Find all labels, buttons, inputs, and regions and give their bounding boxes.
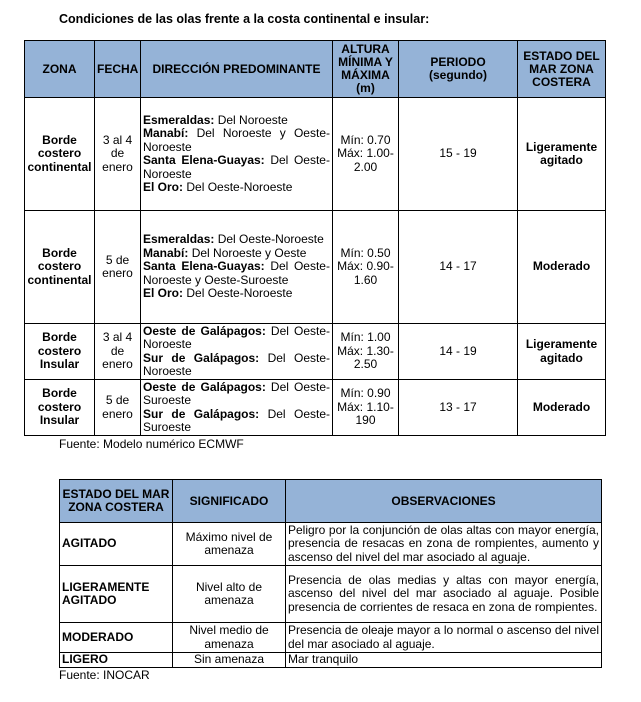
zona-cell: Borde costero continental xyxy=(25,211,95,324)
significado-cell: Nivel alto de amenaza xyxy=(173,566,286,623)
header-significado: SIGNIFICADO xyxy=(173,480,286,523)
direction-entry xyxy=(143,408,330,435)
direction-text: Del Noroeste xyxy=(217,112,288,127)
observaciones-cell: Peligro por la conjunción de olas altas con mayor energía, presencia de resacas en zona de rompientes, aumento y ascenso del nivel del mar asociado al aguaje. xyxy=(286,523,602,566)
place-name: El Oro: xyxy=(143,286,184,301)
significado-cell: Máximo nivel de amenaza xyxy=(173,523,286,566)
periodo-cell: 14 - 17 xyxy=(399,211,518,324)
place-name: Manabí: xyxy=(143,245,189,260)
estado-cell: Moderado xyxy=(518,380,606,436)
direction-text: Del Oeste-Noroeste y Oeste-Suroeste xyxy=(143,259,330,287)
direccion-cell xyxy=(141,324,333,380)
observaciones-cell: Mar tranquilo xyxy=(286,653,602,668)
table-row xyxy=(25,324,606,380)
sea-state-legend-table xyxy=(59,479,602,668)
zona-cell: Borde costero Insular xyxy=(25,324,95,380)
table-row xyxy=(60,623,602,653)
observaciones-cell: Presencia de olas medias y altas con mayor energía, ascenso del nivel del mar asociado al aguaje. Posible presencia de corrientes de resaca en zona de rompientes. xyxy=(286,566,602,623)
estado-cell: AGITADO xyxy=(60,523,173,566)
header-estado-mar: ESTADO DEL MAR ZONA COSTERA xyxy=(60,480,173,523)
direction-text: Del Oeste-Noroeste xyxy=(143,350,330,378)
place-name: Sur de Galápagos: xyxy=(143,406,260,421)
altura-cell: Mín: 0.70 Máx: 1.00-2.00 xyxy=(333,98,399,211)
table-row xyxy=(25,211,606,324)
table-row xyxy=(60,523,602,566)
direccion-cell xyxy=(141,380,333,436)
direction-text: Del Oeste-Suroeste xyxy=(143,406,330,434)
estado-cell: MODERADO xyxy=(60,623,173,653)
header-zona: ZONA xyxy=(25,41,95,98)
observaciones-cell: Presencia de oleaje mayor a lo normal o ascenso del nivel del mar asociado al aguaje. xyxy=(286,623,602,653)
direction-entry xyxy=(143,381,330,408)
periodo-cell: 13 - 17 xyxy=(399,380,518,436)
estado-cell: LIGERAMENTE AGITADO xyxy=(60,566,173,623)
place-name: Santa Elena-Guayas: xyxy=(143,153,265,167)
direction-entry xyxy=(143,127,330,154)
place-name: Manabí: xyxy=(143,126,189,140)
fecha-cell: 5 de enero xyxy=(95,380,141,436)
direction-entry xyxy=(143,247,330,261)
table-row xyxy=(60,653,602,668)
estado-cell: Moderado xyxy=(518,211,606,324)
direction-text: Del Noroeste y Oeste xyxy=(191,245,307,260)
significado-cell: Sin amenaza xyxy=(173,653,286,668)
direction-entry xyxy=(143,325,330,352)
estado-cell: LIGERO xyxy=(60,653,173,668)
direction-text: Del Oeste-Noroeste xyxy=(186,286,293,301)
table-row xyxy=(25,380,606,436)
direction-text: Del Oeste-Noroeste xyxy=(217,232,324,247)
altura-cell: Mín: 0.50 Máx: 0.90-1.60 xyxy=(333,211,399,324)
direction-entry xyxy=(143,260,330,287)
direction-entry xyxy=(143,352,330,379)
zona-cell: Borde costero Insular xyxy=(25,380,95,436)
significado-cell: Nivel medio de amenaza xyxy=(173,623,286,653)
direction-text: Del Oeste-Suroeste xyxy=(143,379,331,407)
header-direccion: DIRECCIÓN PREDOMINANTE xyxy=(141,41,333,98)
direction-text: Del Oeste-Noroeste xyxy=(143,323,331,351)
header-periodo: PERIODO (segundo) xyxy=(399,41,518,98)
header-altura: ALTURA MÍNIMA Y MÁXIMA (m) xyxy=(333,41,399,98)
place-name: Esmeraldas: xyxy=(143,232,215,247)
header-observaciones: OBSERVACIONES xyxy=(286,480,602,523)
direccion-cell xyxy=(141,211,333,324)
table-row xyxy=(25,98,606,211)
zona-cell: Borde costero continental xyxy=(25,98,95,211)
place-name: Santa Elena-Guayas: xyxy=(143,259,265,274)
source-note: Fuente: INOCAR xyxy=(59,668,150,682)
direccion-cell xyxy=(141,98,333,211)
direction-text: Del Noroeste y Oeste-Noroeste xyxy=(143,126,330,154)
fecha-cell: 5 de enero xyxy=(95,211,141,324)
altura-cell: Mín: 0.90 Máx: 1.10-190 xyxy=(333,380,399,436)
header-estado: ESTADO DEL MAR ZONA COSTERA xyxy=(518,41,606,98)
header-fecha: FECHA xyxy=(95,41,141,98)
place-name: Sur de Galápagos: xyxy=(143,350,260,365)
periodo-cell: 15 - 19 xyxy=(399,98,518,211)
direction-entry xyxy=(143,154,330,181)
fecha-cell: 3 al 4 de enero xyxy=(95,98,141,211)
page-title: Condiciones de las olas frente a la costa continental e insular: xyxy=(59,12,430,26)
direction-entry xyxy=(143,287,330,301)
place-name: Oeste de Galápagos: xyxy=(143,379,266,394)
estado-cell: Ligeramente agitado xyxy=(518,324,606,380)
direction-entry xyxy=(143,114,330,128)
source-note: Fuente: Modelo numérico ECMWF xyxy=(59,437,244,451)
place-name: Oeste de Galápagos: xyxy=(143,323,266,338)
direction-entry xyxy=(143,181,330,195)
table-row xyxy=(60,566,602,623)
altura-cell: Mín: 1.00 Máx: 1.30-2.50 xyxy=(333,324,399,380)
estado-cell: Ligeramente agitado xyxy=(518,98,606,211)
periodo-cell: 14 - 19 xyxy=(399,324,518,380)
direction-entry xyxy=(143,233,330,247)
direction-text: Del Oeste-Noroeste xyxy=(186,180,293,194)
place-name: El Oro: xyxy=(143,180,184,194)
wave-conditions-table xyxy=(24,40,606,436)
direction-text: Del Oeste-Noroeste xyxy=(143,153,330,181)
fecha-cell: 3 al 4 de enero xyxy=(95,324,141,380)
place-name: Esmeraldas: xyxy=(143,112,215,127)
